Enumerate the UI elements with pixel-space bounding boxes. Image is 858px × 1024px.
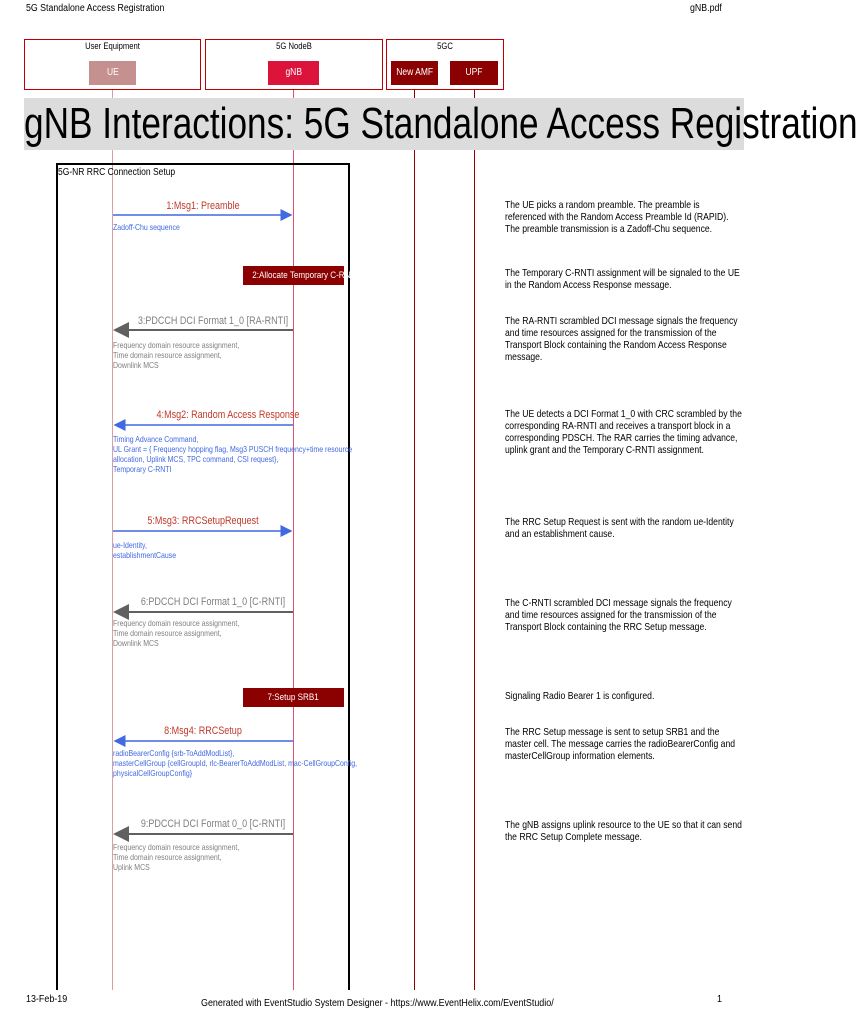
document-filename: gNB.pdf <box>690 3 722 14</box>
entity-upf-label: UPF <box>465 67 483 78</box>
message-label-msg2: 4:Msg2: Random Access Response <box>156 409 300 421</box>
group-label-5g-nodeb: 5G NodeB <box>276 41 312 51</box>
action-setup-srb1 <box>243 688 344 707</box>
message-params-msg1: Zadoff-Chu sequence <box>113 222 180 232</box>
remark-msg2: The UE detects a DCI Format 1_0 with CRC scrambled by the corresponding RA-RNTI and receives a transport block in a corresponding PDSCH. The RAR carries the timing advance, uplink grant and the Temporary C-RNTI assignment. <box>505 408 742 456</box>
message-label-msg3: 5:Msg3: RRCSetupRequest <box>147 515 259 527</box>
action-allocate-temp-crnti <box>243 266 358 285</box>
footer-page-number: 1 <box>717 993 722 1005</box>
remark-pdcch-ra-rnti: The RA-RNTI scrambled DCI message signals the frequency and time resources assigned for the transmission of the Transport Block containing the Random Access Response message. <box>505 315 738 363</box>
message-params-pdcch-c-rnti-1: Frequency domain resource assignment, Time domain resource assignment, Downlink MCS <box>113 618 240 648</box>
message-params-pdcch-ra-rnti: Frequency domain resource assignment, Time domain resource assignment, Downlink MCS <box>113 340 240 370</box>
message-params-msg3: ue-Identity, establishmentCause <box>113 540 177 560</box>
action-allocate-temp-crnti-label: 2:Allocate Temporary C-RNTI <box>252 270 358 281</box>
message-params-msg2: Timing Advance Command, UL Grant = { Frequency hopping flag, Msg3 PUSCH frequency+time resource allocation, Uplink MCS, TPC command, CSI request}, Temporary C-RNTI <box>113 434 353 474</box>
message-params-msg4: radioBearerConfig {srb-ToAddModList}, masterCellGroup {cellGroupId, rlc-BearerToAddModList, mac-CellGroupConfig, physicalCellGroupConfig} <box>113 748 358 778</box>
group-label-user-equipment: User Equipment <box>85 41 140 51</box>
section-title: 5G-NR RRC Connection Setup <box>58 167 176 178</box>
remark-msg1: The UE picks a random preamble. The preamble is referenced with the Random Access Preamble Id (RAPID). The preamble transmission is a Zadoff-Chu sequence. <box>505 199 729 235</box>
message-label-pdcch-ra-rnti: 3:PDCCH DCI Format 1_0 [RA-RNTI] <box>137 315 289 327</box>
footer-generator: Generated with EventStudio System Designer - https://www.EventHelix.com/EventStudio/ <box>201 997 554 1009</box>
footer-date: 13-Feb-19 <box>26 993 68 1005</box>
remark-pdcch-c-rnti-2: The gNB assigns uplink resource to the UE so that it can send the RRC Setup Complete message. <box>505 819 742 843</box>
remark-msg3: The RRC Setup Request is sent with the random ue-Identity and an establishment cause. <box>505 516 734 540</box>
remark-allocate-temp-crnti: The Temporary C-RNTI assignment will be signaled to the UE in the Random Access Response message. <box>505 267 740 291</box>
remark-setup-srb1: Signaling Radio Bearer 1 is configured. <box>505 690 655 702</box>
entity-new-amf-label: New AMF <box>396 67 433 78</box>
document-header-title: 5G Standalone Access Registration <box>26 3 165 14</box>
message-params-pdcch-c-rnti-2: Frequency domain resource assignment, Time domain resource assignment, Uplink MCS <box>113 842 240 872</box>
diagram-title: gNB Interactions: 5G Standalone Access Registration <box>24 99 858 148</box>
action-setup-srb1-label: 7:Setup SRB1 <box>267 692 320 703</box>
remark-pdcch-c-rnti-1: The C-RNTI scrambled DCI message signals the frequency and time resources assigned for the transmission of the Transport Block containing the RRC Setup message. <box>505 597 732 633</box>
message-label-pdcch-c-rnti-2: 9:PDCCH DCI Format 0_0 [C-RNTI] <box>140 818 286 830</box>
message-label-pdcch-c-rnti-1: 6:PDCCH DCI Format 1_0 [C-RNTI] <box>140 596 286 608</box>
entity-gnb-label: gNB <box>285 67 302 78</box>
remark-msg4: The RRC Setup message is sent to setup SRB1 and the master cell. The message carries the radioBearerConfig and masterCellGroup information elements. <box>505 726 736 762</box>
message-label-msg4: 8:Msg4: RRCSetup <box>164 725 242 737</box>
group-label-5gc: 5GC <box>437 41 453 51</box>
entity-ue-label: UE <box>106 67 119 78</box>
message-label-msg1: 1:Msg1: Preamble <box>166 200 240 212</box>
